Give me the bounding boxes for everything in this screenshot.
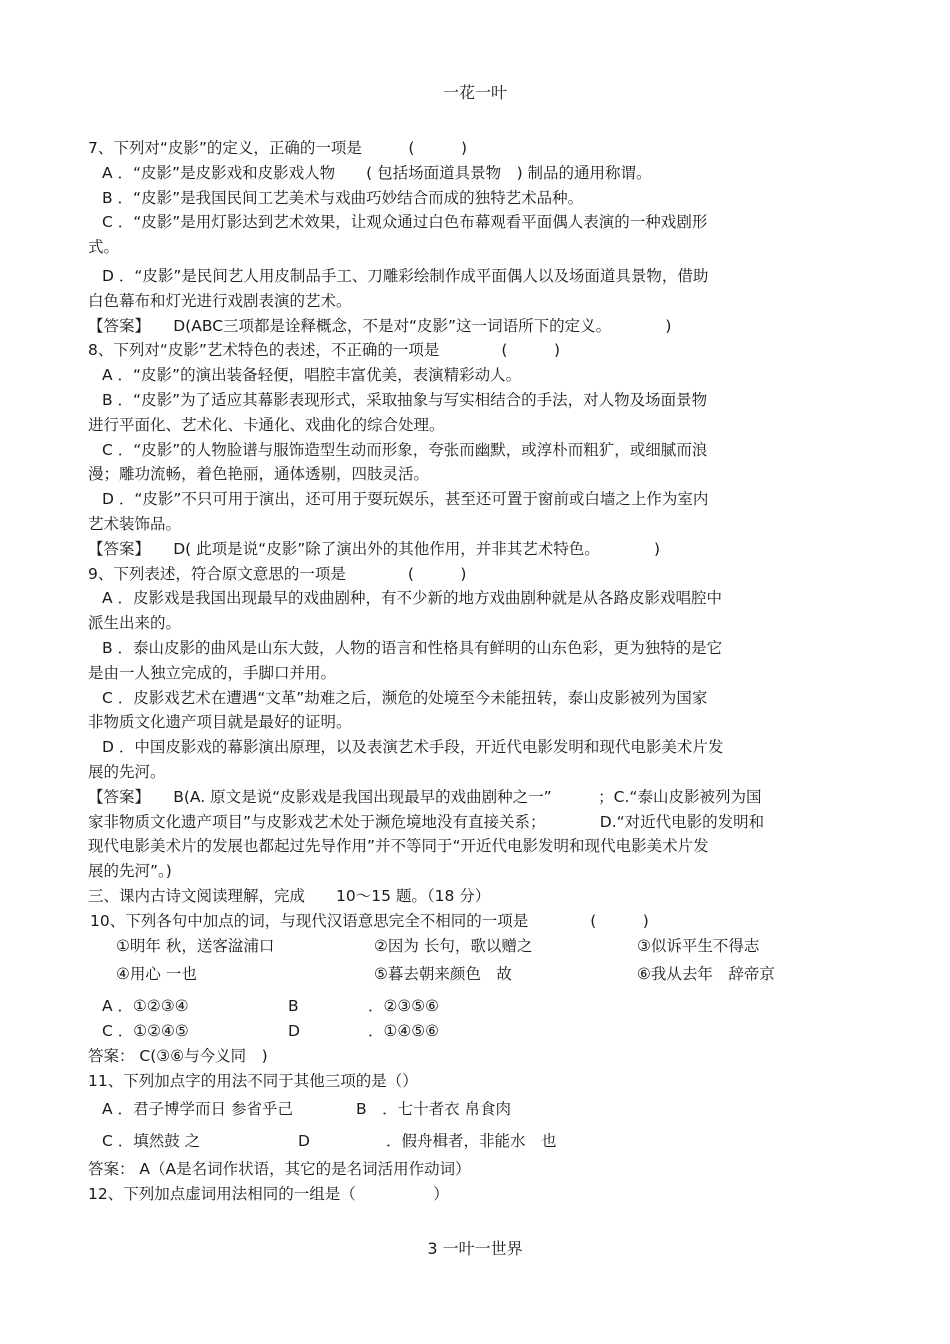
q10-option-b: ．②③⑤⑥ <box>368 997 440 1016</box>
q10-stem: 10、下列各句中加点的词，与现代汉语意思完全不相同的一项是 ( ) <box>90 911 649 930</box>
q9-answer-cont: 现代电影美术片的发展也都起过先导作用”并不等同于“开近代电影发明和现代电影美术片发 <box>88 837 709 856</box>
q10-option-a: A ．①②③④ <box>102 997 189 1016</box>
q8-option-c-cont: 漫；雕功流畅，着色艳丽，通体透剔，四肢灵活。 <box>88 465 430 484</box>
q7-option-b: B ．“皮影”是我国民间工艺美术与戏曲巧妙结合而成的独特艺术品种。 <box>102 188 584 207</box>
q8-option-d: D ．“皮影”不只可用于演出，还可用于耍玩娱乐，甚至还可置于窗前或白墙之上作为室内 <box>102 490 709 509</box>
q11-option-d-label: D <box>298 1132 310 1151</box>
q9-option-b-cont: 是由一人独立完成的，手脚口并用。 <box>88 663 337 682</box>
q9-answer-cont: 展的先河”。) <box>88 862 172 881</box>
page-header: 一花一叶 <box>442 83 507 102</box>
q9-option-a-cont: 派生出来的。 <box>88 614 182 633</box>
q10-options-row <box>88 1019 868 1044</box>
section-heading: 三、课内古诗文阅读理解，完成 10～15 题。（18 分） <box>88 886 491 905</box>
q10-items-row <box>88 958 868 990</box>
q10-options-row <box>88 994 868 1019</box>
q10-item: ①明年 秋，送客湓浦口 <box>116 936 275 955</box>
q9-option-a: A ．皮影戏是我国出现最早的戏曲剧种，有不少新的地方戏曲剧种就是从各路皮影戏唱腔中 <box>102 589 723 608</box>
q10-option-b-label: B <box>288 997 299 1016</box>
q9-option-d-cont: 展的先河。 <box>88 762 166 781</box>
q8-option-b-cont: 进行平面化、艺术化、卡通化、戏曲化的综合处理。 <box>88 415 445 434</box>
q9-answer: 【答案】 B(A. 原文是说“皮影戏是我国出现最早的戏曲剧种之一” ；C.“泰山皮影被列为国 <box>88 787 762 806</box>
q8-option-c: C ．“皮影”的人物脸谱与服饰造型生动而形象，夸张而幽默，或淳朴而粗犷，或细腻而浪 <box>102 440 708 459</box>
q8-answer: 【答案】 D( 此项是说“皮影”除了演出外的其他作用，并非其艺术特色。 ) <box>88 539 661 558</box>
q7-option-d: D ．“皮影”是民间艺人用皮制品手工、刀雕彩绘制作成平面偶人以及场面道具景物，借助 <box>102 266 709 285</box>
q8-option-a: A ．“皮影”的演出装备轻便，唱腔丰富优美，表演精彩动人。 <box>102 366 522 385</box>
q11-option-a: A ．君子博学而日 参省乎己 <box>102 1100 293 1119</box>
q10-option-c: C ．①②④⑤ <box>102 1022 189 1041</box>
q7-option-c: C ．“皮影”是用灯影达到艺术效果，让观众通过白色布幕观看平面偶人表演的一种戏剧形 <box>102 213 708 232</box>
q10-items-row <box>88 934 868 959</box>
q8-option-b: B ．“皮影”为了适应其幕影表现形式，采取抽象与写实相结合的手法，对人物及场面景物 <box>102 390 708 409</box>
q9-option-d: D ．中国皮影戏的幕影演出原理，以及表演艺术手段，开近代电影发明和现代电影美术片发 <box>102 738 724 757</box>
q7-option-a: A ．“皮影”是皮影戏和皮影戏人物 ( 包括场面道具景物 ) 制品的通用称谓。 <box>102 163 652 182</box>
document-body <box>88 136 868 1207</box>
q8-stem: 8、下列对“皮影”艺术特色的表述，不正确的一项是 ( ) <box>88 341 561 360</box>
q9-stem: 9、下列表述，符合原文意思的一项是 ( ) <box>88 564 467 583</box>
q11-option-b: B ．七十者衣 帛食肉 <box>356 1100 512 1119</box>
q10-item: ④用心 一也 <box>116 965 197 984</box>
q10-answer: 答案： C(③⑥与今义同 ) <box>88 1046 268 1065</box>
q11-option-d: ．假舟楫者，非能水 也 <box>386 1132 557 1151</box>
q10-option-d-label: D <box>288 1022 300 1041</box>
q10-item: ⑤暮去朝来颜色 故 <box>374 965 512 984</box>
q9-answer-cont: 家非物质文化遗产项目”与皮影戏艺术处于濒危境地没有直接关系； D.“对近代电影的发明和 <box>88 812 765 831</box>
q11-stem: 11、下列加点字的用法不同于其他三项的是（） <box>88 1071 418 1090</box>
page-footer: 3 一叶一世界 <box>427 1239 523 1258</box>
q11-options-row <box>88 1093 868 1125</box>
q11-answer: 答案： A（A是名词作状语，其它的是名词活用作动词） <box>88 1160 471 1179</box>
q9-option-c: C ．皮影戏艺术在遭遇“文革”劫难之后，濒危的处境至今未能扭转，泰山皮影被列为国家 <box>102 688 708 707</box>
q8-option-d-cont: 艺术装饰品。 <box>88 514 182 533</box>
q12-stem: 12、下列加点虚词用法相同的一组是（ ） <box>88 1185 449 1204</box>
q7-option-c-cont: 式。 <box>88 238 120 257</box>
q9-option-b: B ．泰山皮影的曲风是山东大鼓，人物的语言和性格具有鲜明的山东色彩，更为独特的是它 <box>102 638 723 657</box>
q11-options-row <box>88 1125 868 1157</box>
q7-option-d-cont: 白色幕布和灯光进行戏剧表演的艺术。 <box>88 291 352 310</box>
q7-answer: 【答案】 D(ABC三项都是诠释概念，不是对“皮影”这一词语所下的定义。 ) <box>88 316 672 335</box>
q11-option-c: C ．填然鼓 之 <box>102 1132 201 1151</box>
q7-stem: 7、下列对“皮影”的定义，正确的一项是 ( ) <box>88 139 468 157</box>
q10-item: ⑥我从去年 辞帝京 <box>637 965 775 984</box>
q10-item: ②因为 长句，歌以赠之 <box>374 936 533 955</box>
q10-item: ③似诉平生不得志 <box>637 936 760 955</box>
q9-option-c-cont: 非物质文化遗产项目就是最好的证明。 <box>88 713 352 732</box>
q10-option-d: ．①④⑤⑥ <box>368 1022 440 1041</box>
